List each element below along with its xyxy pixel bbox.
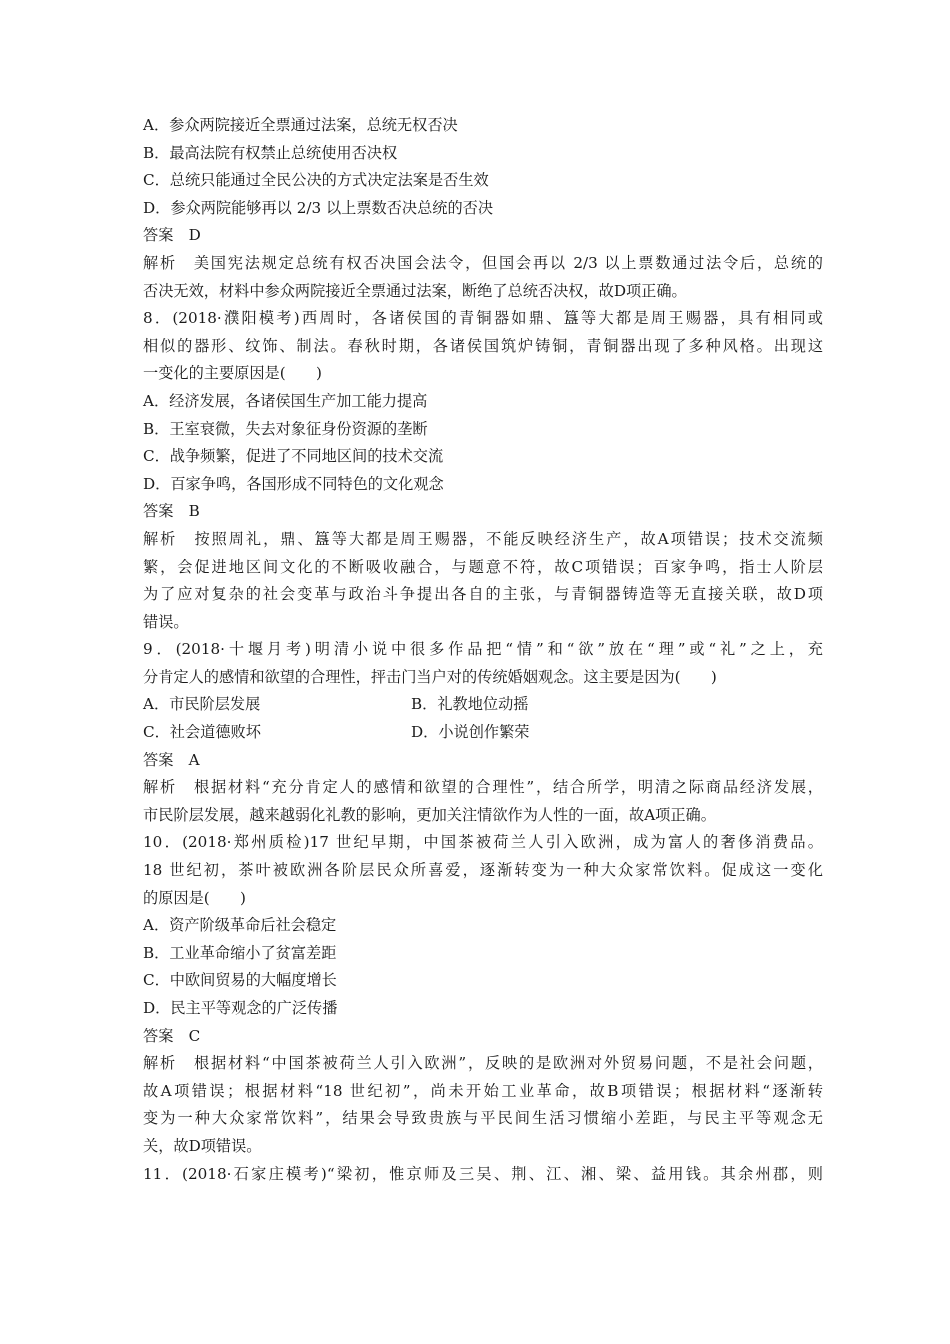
analysis-line: 解析 按照周礼，鼎、簋等大都是周王赐器，不能反映经济生产，故A项错误；技术交流频 [143, 529, 823, 548]
option-row [143, 691, 823, 719]
analysis-line: 错误。 [143, 612, 189, 631]
option-row [143, 719, 823, 747]
question-8 [143, 305, 823, 636]
analysis-line: 解析 美国宪法规定总统有权否决国会法令，但国会再以 2/3 以上票数通过法令后，总统的 [143, 253, 823, 272]
question-9 [143, 636, 823, 829]
question-stem-line: 相似的器形、纹饰、制法。春秋时期，各诸侯国筑炉铸铜，青铜器出现了多种风格。出现这 [143, 336, 823, 355]
question-stem-line: 9．(2018·十堰月考)明清小说中很多作品把“情”和“欲”放在“理”或“礼”之上，充 [143, 640, 823, 659]
option-b: B．最高法院有权禁止总统使用否决权 [143, 143, 398, 162]
option-d: D．参众两院能够再以 2/3 以上票数否决总统的否决 [143, 198, 494, 217]
analysis-line: 解析 根据材料“中国茶被荷兰人引入欧洲”，反映的是欧洲对外贸易问题，不是社会问题， [143, 1054, 823, 1073]
option-d: D．小说创作繁荣 [411, 723, 530, 742]
option-a: A．市民阶层发展 [143, 695, 261, 714]
option-d: D．百家争鸣，各国形成不同特色的文化观念 [143, 474, 444, 493]
analysis-line: 故A项错误；根据材料“18 世纪初”，尚未开始工业革命，故B项错误；根据材料“逐渐转 [143, 1081, 823, 1100]
question-7 [143, 112, 823, 305]
option-c: C．社会道德败坏 [143, 723, 261, 742]
question-10 [143, 829, 823, 1160]
option-d: D．民主平等观念的广泛传播 [143, 999, 338, 1017]
option-b: B．礼教地位动摇 [411, 695, 529, 714]
question-stem-line: 的原因是( ) [143, 888, 246, 907]
option-b: B．王室衰微，失去对象征身份资源的垄断 [143, 419, 428, 438]
answer: 答案 D [143, 226, 201, 245]
document-page [143, 112, 823, 1188]
analysis-line: 市民阶层发展，越来越弱化礼教的影响，更加关注情欲作为人性的一面，故A项正确。 [143, 805, 716, 824]
option-b: B．工业革命缩小了贫富差距 [143, 943, 337, 962]
answer: 答案 B [143, 502, 200, 521]
question-11 [143, 1161, 823, 1189]
question-stem-line: 分肯定人的感情和欲望的合理性，抨击门当户对的传统婚姻观念。这主要是因为( ) [143, 667, 717, 686]
analysis-line: 关，故D项错误。 [143, 1136, 262, 1155]
analysis-line: 否决无效，材料中参众两院接近全票通过法案，断绝了总统否决权，故D项正确。 [143, 281, 687, 300]
option-a: A．参众两院接近全票通过法案，总统无权否决 [143, 116, 458, 134]
analysis-line: 变为一种大众家常饮料”，结果会导致贵族与平民间生活习惯缩小差距，与民主平等观念无 [143, 1109, 823, 1128]
question-stem-line: 8．(2018·濮阳模考)西周时，各诸侯国的青铜器如鼎、簋等大都是周王赐器，具有相同或 [143, 309, 823, 328]
option-c: C．战争频繁，促进了不同地区间的技术交流 [143, 447, 444, 466]
answer: 答案 C [143, 1026, 201, 1045]
option-c: C．总统只能通过全民公决的方式决定法案是否生效 [143, 171, 489, 190]
question-stem-line: 一变化的主要原因是( ) [143, 364, 322, 383]
option-c: C．中欧间贸易的大幅度增长 [143, 971, 337, 990]
analysis-line: 为了应对复杂的社会变革与政治斗争提出各自的主张，与青铜器铸造等无直接关联，故D项 [143, 585, 823, 604]
option-a: A．资产阶级革命后社会稳定 [143, 916, 337, 935]
option-a: A．经济发展，各诸侯国生产加工能力提高 [143, 391, 428, 410]
analysis-line: 繁，会促进地区间文化的不断吸收融合，与题意不符，故C项错误；百家争鸣，指士人阶层 [143, 557, 823, 576]
question-stem-line: 11．(2018·石家庄模考)“梁初，惟京师及三吴、荆、江、湘、梁、益用钱。其余州郡，则 [143, 1164, 823, 1183]
answer: 答案 A [143, 750, 200, 769]
question-stem-line: 18 世纪初，茶叶被欧洲各阶层民众所喜爱，逐渐转变为一种大众家常饮料。促成这一变化 [143, 861, 823, 880]
analysis-line: 解析 根据材料“充分肯定人的感情和欲望的合理性”，结合所学，明清之际商品经济发展， [143, 778, 823, 797]
question-stem-line: 10．(2018·郑州质检)17 世纪早期，中国茶被荷兰人引入欧洲，成为富人的奢侈消费品。 [143, 833, 823, 852]
